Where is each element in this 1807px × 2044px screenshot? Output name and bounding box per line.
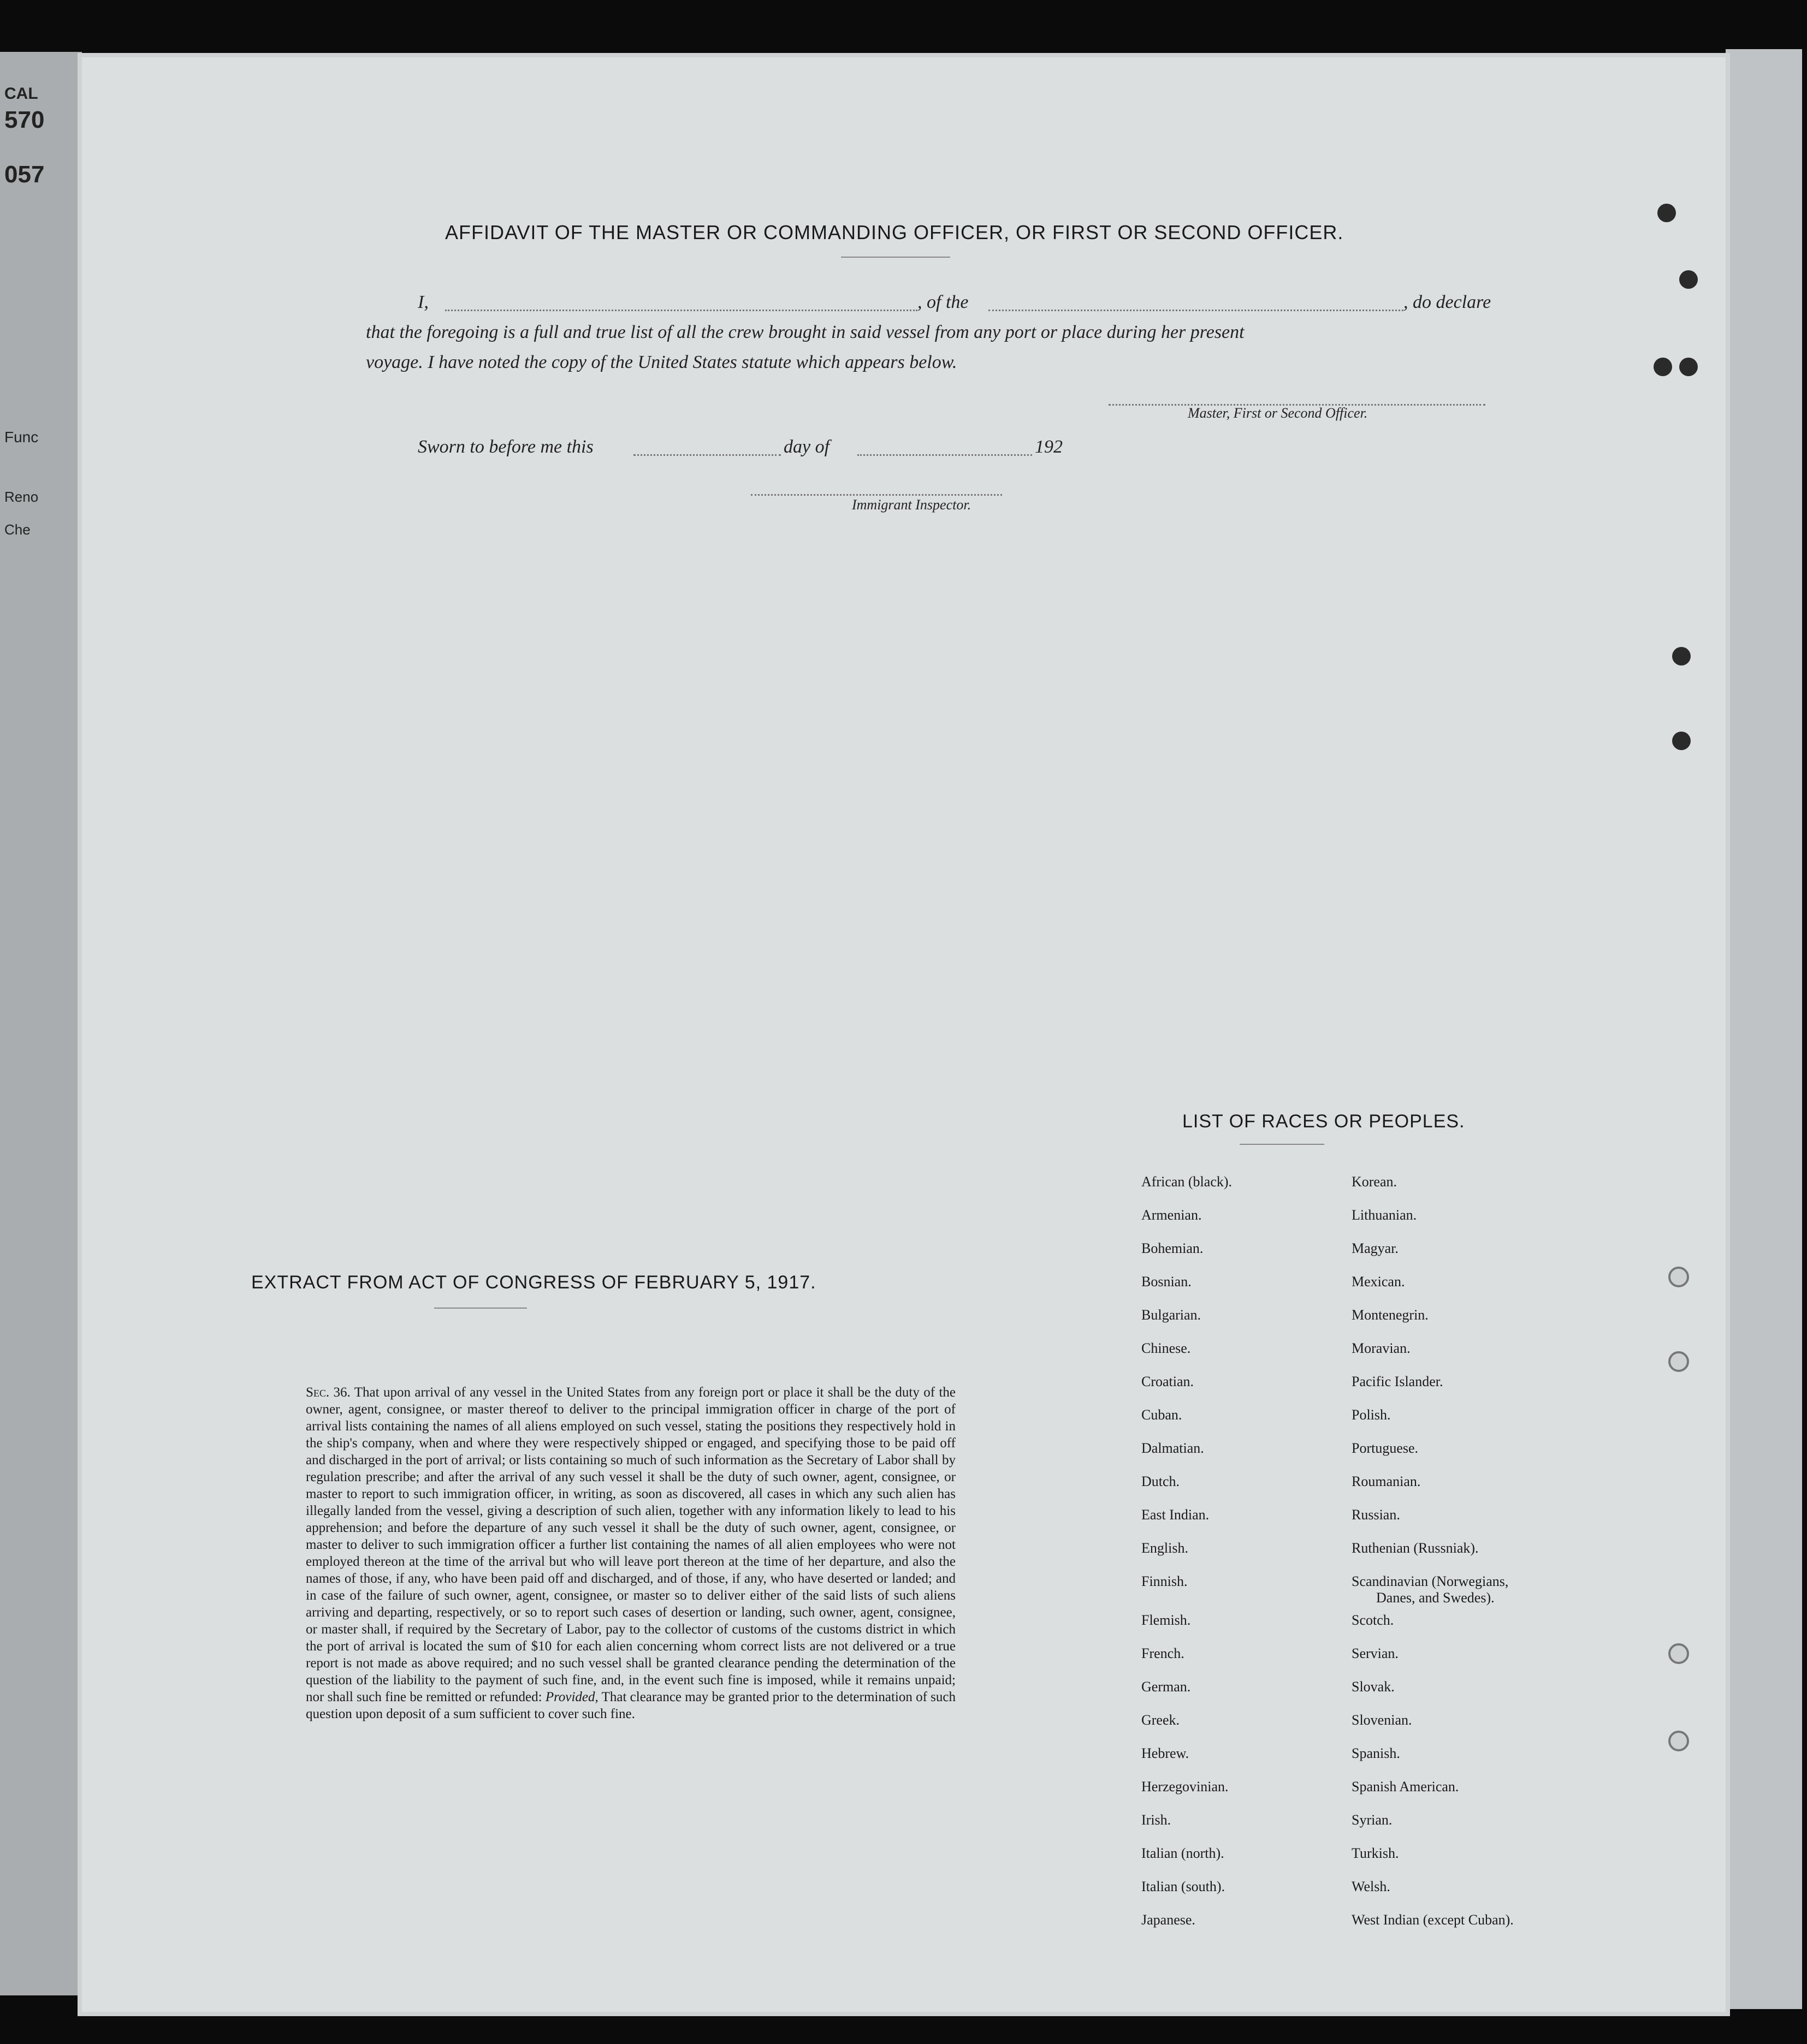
race-item: Pacific Islander.	[1352, 1374, 1443, 1389]
race-item: Portuguese.	[1352, 1440, 1419, 1456]
race-item: Spanish.	[1352, 1745, 1400, 1761]
race-item: West Indian (except Cuban).	[1352, 1912, 1514, 1928]
race-item: Flemish.	[1141, 1612, 1191, 1628]
race-item: Roumanian.	[1352, 1473, 1421, 1489]
race-item: Bohemian.	[1141, 1240, 1204, 1256]
race-item: Cuban.	[1141, 1407, 1182, 1423]
affidavit-title: AFFIDAVIT OF THE MASTER OR COMMANDING OFFICER, OR FIRST OR SECOND OFFICER.	[445, 221, 1344, 243]
race-item: Turkish.	[1352, 1845, 1399, 1861]
race-item: English.	[1141, 1540, 1188, 1556]
race-item: Croatian.	[1141, 1374, 1194, 1389]
binder-hole	[1679, 270, 1698, 289]
affidavit-declare: , do declare	[1403, 292, 1491, 312]
race-item: Greek.	[1141, 1712, 1180, 1728]
race-item: East Indian.	[1141, 1507, 1210, 1523]
day-blank	[633, 454, 781, 456]
race-item: Italian (north).	[1141, 1845, 1224, 1861]
race-item: German.	[1141, 1679, 1191, 1695]
race-item: Bulgarian.	[1141, 1307, 1201, 1323]
binder-hole	[1672, 732, 1691, 750]
race-item: Moravian.	[1352, 1340, 1411, 1356]
affidavit-line3: voyage. I have noted the copy of the United States statute which appears below.	[366, 352, 957, 372]
binder-hole	[1654, 358, 1672, 376]
race-item: Finnish.	[1141, 1573, 1188, 1589]
section-label: Sec. 36.	[306, 1385, 351, 1400]
binder-hole	[1679, 358, 1698, 376]
margin-fragment: 057	[4, 161, 45, 188]
name-blank	[445, 310, 917, 311]
race-item: Spanish American.	[1352, 1779, 1459, 1795]
race-item: Herzegovinian.	[1141, 1779, 1229, 1795]
margin-fragment: CAL	[4, 85, 38, 103]
race-item: Hebrew.	[1141, 1745, 1189, 1761]
race-item: Dalmatian.	[1141, 1440, 1204, 1456]
margin-fragment: 570	[4, 106, 45, 133]
master-label: Master, First or Second Officer.	[1188, 405, 1368, 421]
race-item: Italian (south).	[1141, 1879, 1225, 1894]
binder-ring	[1668, 1731, 1689, 1751]
extract-text	[306, 1384, 956, 1722]
month-blank	[857, 454, 1032, 456]
race-item: Servian.	[1352, 1645, 1399, 1661]
day-of-label: day of	[784, 437, 830, 457]
section-text-a: That upon arrival of any vessel in the United States from any foreign port or place it shall be the duty of the owner, agent, consignee, or master thereof to deliver to the principal immigration officer in charge of the port of arrival lists containing the names of all aliens employed on such vessel, stating the positions they respectively hold in the ship's company, when and where they were respectively shipped or engaged, and specifying those to be paid off and discharged in the port of arrival; or lists containing so much of such information as the Secretary of Labor shall by regulation prescribe; and after the arrival of any such vessel it shall be the duty of such owner, agent, consignee, or master to report to such immigration officer, in writing, as soon as discovered, all cases in which any such alien has illegally landed from the vessel, giving a description of such alien, together with any information likely to lead to his apprehension; and before the departure of any such vessel it shall be the duty of such owner, agent, consignee, or master to deliver to such immigration officer a further list containing the names of all alien employees who were not employed thereon at the time of the arrival but who will leave port thereon at the time of her departure, and also the names of those, if any, who have been paid off and discharged, and of those, if any, who have deserted or landed; and in case of the failure of such owner, agent, consignee, or master so to deliver either of the said lists of such aliens arriving and departing, respectively, or so to report such cases of desertion or landing, such owner, agent, consignee, or master shall, if required by the Secretary of Labor, pay to the collector of customs of the customs district in which the port of arrival is located the sum of $10 for each alien concerning whom correct lists are not delivered or a true report is not made as above required; and no such vessel shall be granted clearance pending the determination of the question of the liability to the payment of such fine, and, in the event such fine is imposed, while it remains unpaid; nor shall such fine be remitted or refunded:	[306, 1385, 956, 1704]
race-item: Slovak.	[1352, 1679, 1395, 1695]
race-item: African (black).	[1141, 1174, 1233, 1190]
race-item: Welsh.	[1352, 1879, 1390, 1894]
race-item: Magyar.	[1352, 1240, 1399, 1256]
race-item: Korean.	[1352, 1174, 1397, 1190]
extract-title: EXTRACT FROM ACT OF CONGRESS OF FEBRUARY 5, 1917.	[251, 1272, 816, 1293]
race-item: Syrian.	[1352, 1812, 1393, 1828]
provided-word: Provided,	[545, 1690, 599, 1704]
binder-hole	[1672, 647, 1691, 666]
section-text-b: That clearance may be granted prior to the determination of such question upon deposit of a sum sufficient to cover such fine.	[306, 1690, 956, 1721]
vessel-blank	[988, 310, 1403, 311]
race-item: Russian.	[1352, 1507, 1400, 1523]
race-item: Slovenian.	[1352, 1712, 1412, 1728]
race-item: Scandinavian (Norwegians,	[1352, 1573, 1509, 1589]
races-title: LIST OF RACES OR PEOPLES.	[1182, 1111, 1465, 1132]
inspector-label: Immigrant Inspector.	[852, 497, 971, 513]
title-rule	[841, 257, 950, 258]
affidavit-of-the: , of the	[917, 292, 969, 312]
race-item: Irish.	[1141, 1812, 1171, 1828]
race-item: Montenegrin.	[1352, 1307, 1429, 1323]
margin-fragment: Che	[4, 521, 31, 538]
year-label: 192	[1035, 437, 1063, 457]
binder-hole	[1657, 204, 1676, 222]
race-item: Scotch.	[1352, 1612, 1394, 1628]
race-item: Dutch.	[1141, 1473, 1180, 1489]
binder-ring	[1668, 1267, 1689, 1287]
race-item: Polish.	[1352, 1407, 1391, 1423]
margin-fragment: Reno	[4, 489, 39, 505]
race-item: Ruthenian (Russniak).	[1352, 1540, 1479, 1556]
right-margin-strip	[1726, 49, 1802, 2009]
race-item: French.	[1141, 1645, 1184, 1661]
affidavit-line2: that the foregoing is a full and true list of all the crew brought in said vessel from any port or place during her present	[366, 322, 1245, 342]
race-item: Armenian.	[1141, 1207, 1202, 1223]
inspector-signature-line	[751, 494, 1002, 496]
race-item: Chinese.	[1141, 1340, 1191, 1356]
binder-ring	[1668, 1643, 1689, 1664]
left-margin-strip	[0, 52, 82, 1995]
affidavit-i: I,	[418, 292, 429, 312]
extract-rule	[434, 1308, 527, 1309]
binder-ring	[1668, 1351, 1689, 1372]
race-item: Lithuanian.	[1352, 1207, 1417, 1223]
race-item: Japanese.	[1141, 1912, 1195, 1928]
race-item: Bosnian.	[1141, 1274, 1192, 1290]
sworn-label: Sworn to before me this	[418, 437, 594, 457]
manifest-sheet	[82, 57, 1726, 2012]
races-rule	[1240, 1144, 1324, 1145]
race-item: Mexican.	[1352, 1274, 1405, 1290]
margin-fragment: Func	[4, 429, 39, 445]
race-item-continuation: Danes, and Swedes).	[1376, 1590, 1495, 1606]
